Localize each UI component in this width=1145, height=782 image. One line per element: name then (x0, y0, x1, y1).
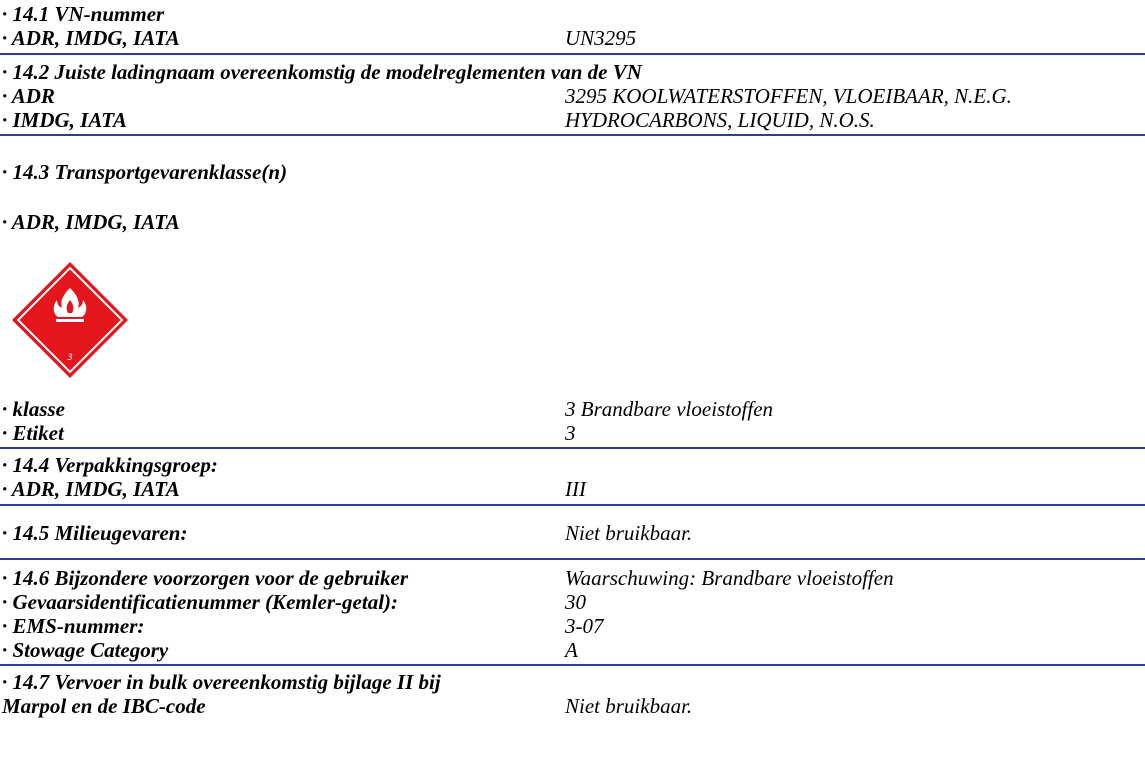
stowage-category-value: A (565, 638, 578, 662)
packing-group-label: · ADR, IMDG, IATA (2, 477, 180, 501)
packing-group-value: III (565, 477, 586, 501)
section-divider (0, 447, 1145, 449)
section-divider (0, 53, 1145, 55)
section-divider (0, 134, 1145, 136)
section-14-2-title: · 14.2 Juiste ladingnaam overeenkomstig de modelreglementen van de VN (2, 60, 642, 84)
kemler-label: · Gevaarsidentificatienummer (Kemler-getal): (2, 590, 399, 614)
stowage-category-label: · Stowage Category (2, 638, 169, 662)
section-divider (0, 664, 1145, 666)
etiket-label: · Etiket (2, 421, 64, 445)
environmental-hazards-value: Niet bruikbaar. (565, 521, 693, 545)
section-14-4-title: · 14.4 Verpakkingsgroep: (2, 453, 218, 477)
adr-label: · ADR (2, 84, 55, 108)
section-divider (0, 558, 1145, 560)
section-14-5-label: · 14.5 Milieugevaren: (2, 521, 188, 545)
flammable-liquid-diamond-icon (10, 260, 130, 380)
imdg-iata-label: · IMDG, IATA (2, 108, 127, 132)
klasse-value: 3 Brandbare vloeistoffen (565, 397, 774, 421)
adr-shipping-name: 3295 KOOLWATERSTOFFEN, VLOEIBAAR, N.E.G. (565, 84, 1012, 108)
pictogram-class-number: 3 (67, 353, 73, 363)
section-14-1-title: · 14.1 VN-nummer (2, 2, 165, 26)
section-14-7-label-line1: · 14.7 Vervoer in bulk overeenkomstig bijlage II bij (2, 670, 441, 694)
klasse-label: · klasse (2, 397, 65, 421)
special-precautions-value: Waarschuwing: Brandbare vloeistoffen (565, 566, 894, 590)
imdg-iata-shipping-name: HYDROCARBONS, LIQUID, N.O.S. (565, 108, 875, 132)
section-14-7-label-line2: Marpol en de IBC-code (2, 694, 206, 718)
etiket-value: 3 (565, 421, 576, 445)
section-14-3-title: · 14.3 Transportgevarenklasse(n) (2, 160, 288, 184)
ems-number-value: 3-07 (565, 614, 604, 638)
kemler-value: 30 (565, 590, 586, 614)
bulk-transport-value: Niet bruikbaar. (565, 694, 693, 718)
transport-class-sub-label: · ADR, IMDG, IATA (2, 210, 180, 234)
section-divider (0, 504, 1145, 506)
ems-number-label: · EMS-nummer: (2, 614, 145, 638)
un-number-value: UN3295 (565, 26, 637, 50)
section-14-6-label: · 14.6 Bijzondere voorzorgen voor de gebruiker (2, 566, 408, 590)
un-number-label: · ADR, IMDG, IATA (2, 26, 180, 50)
